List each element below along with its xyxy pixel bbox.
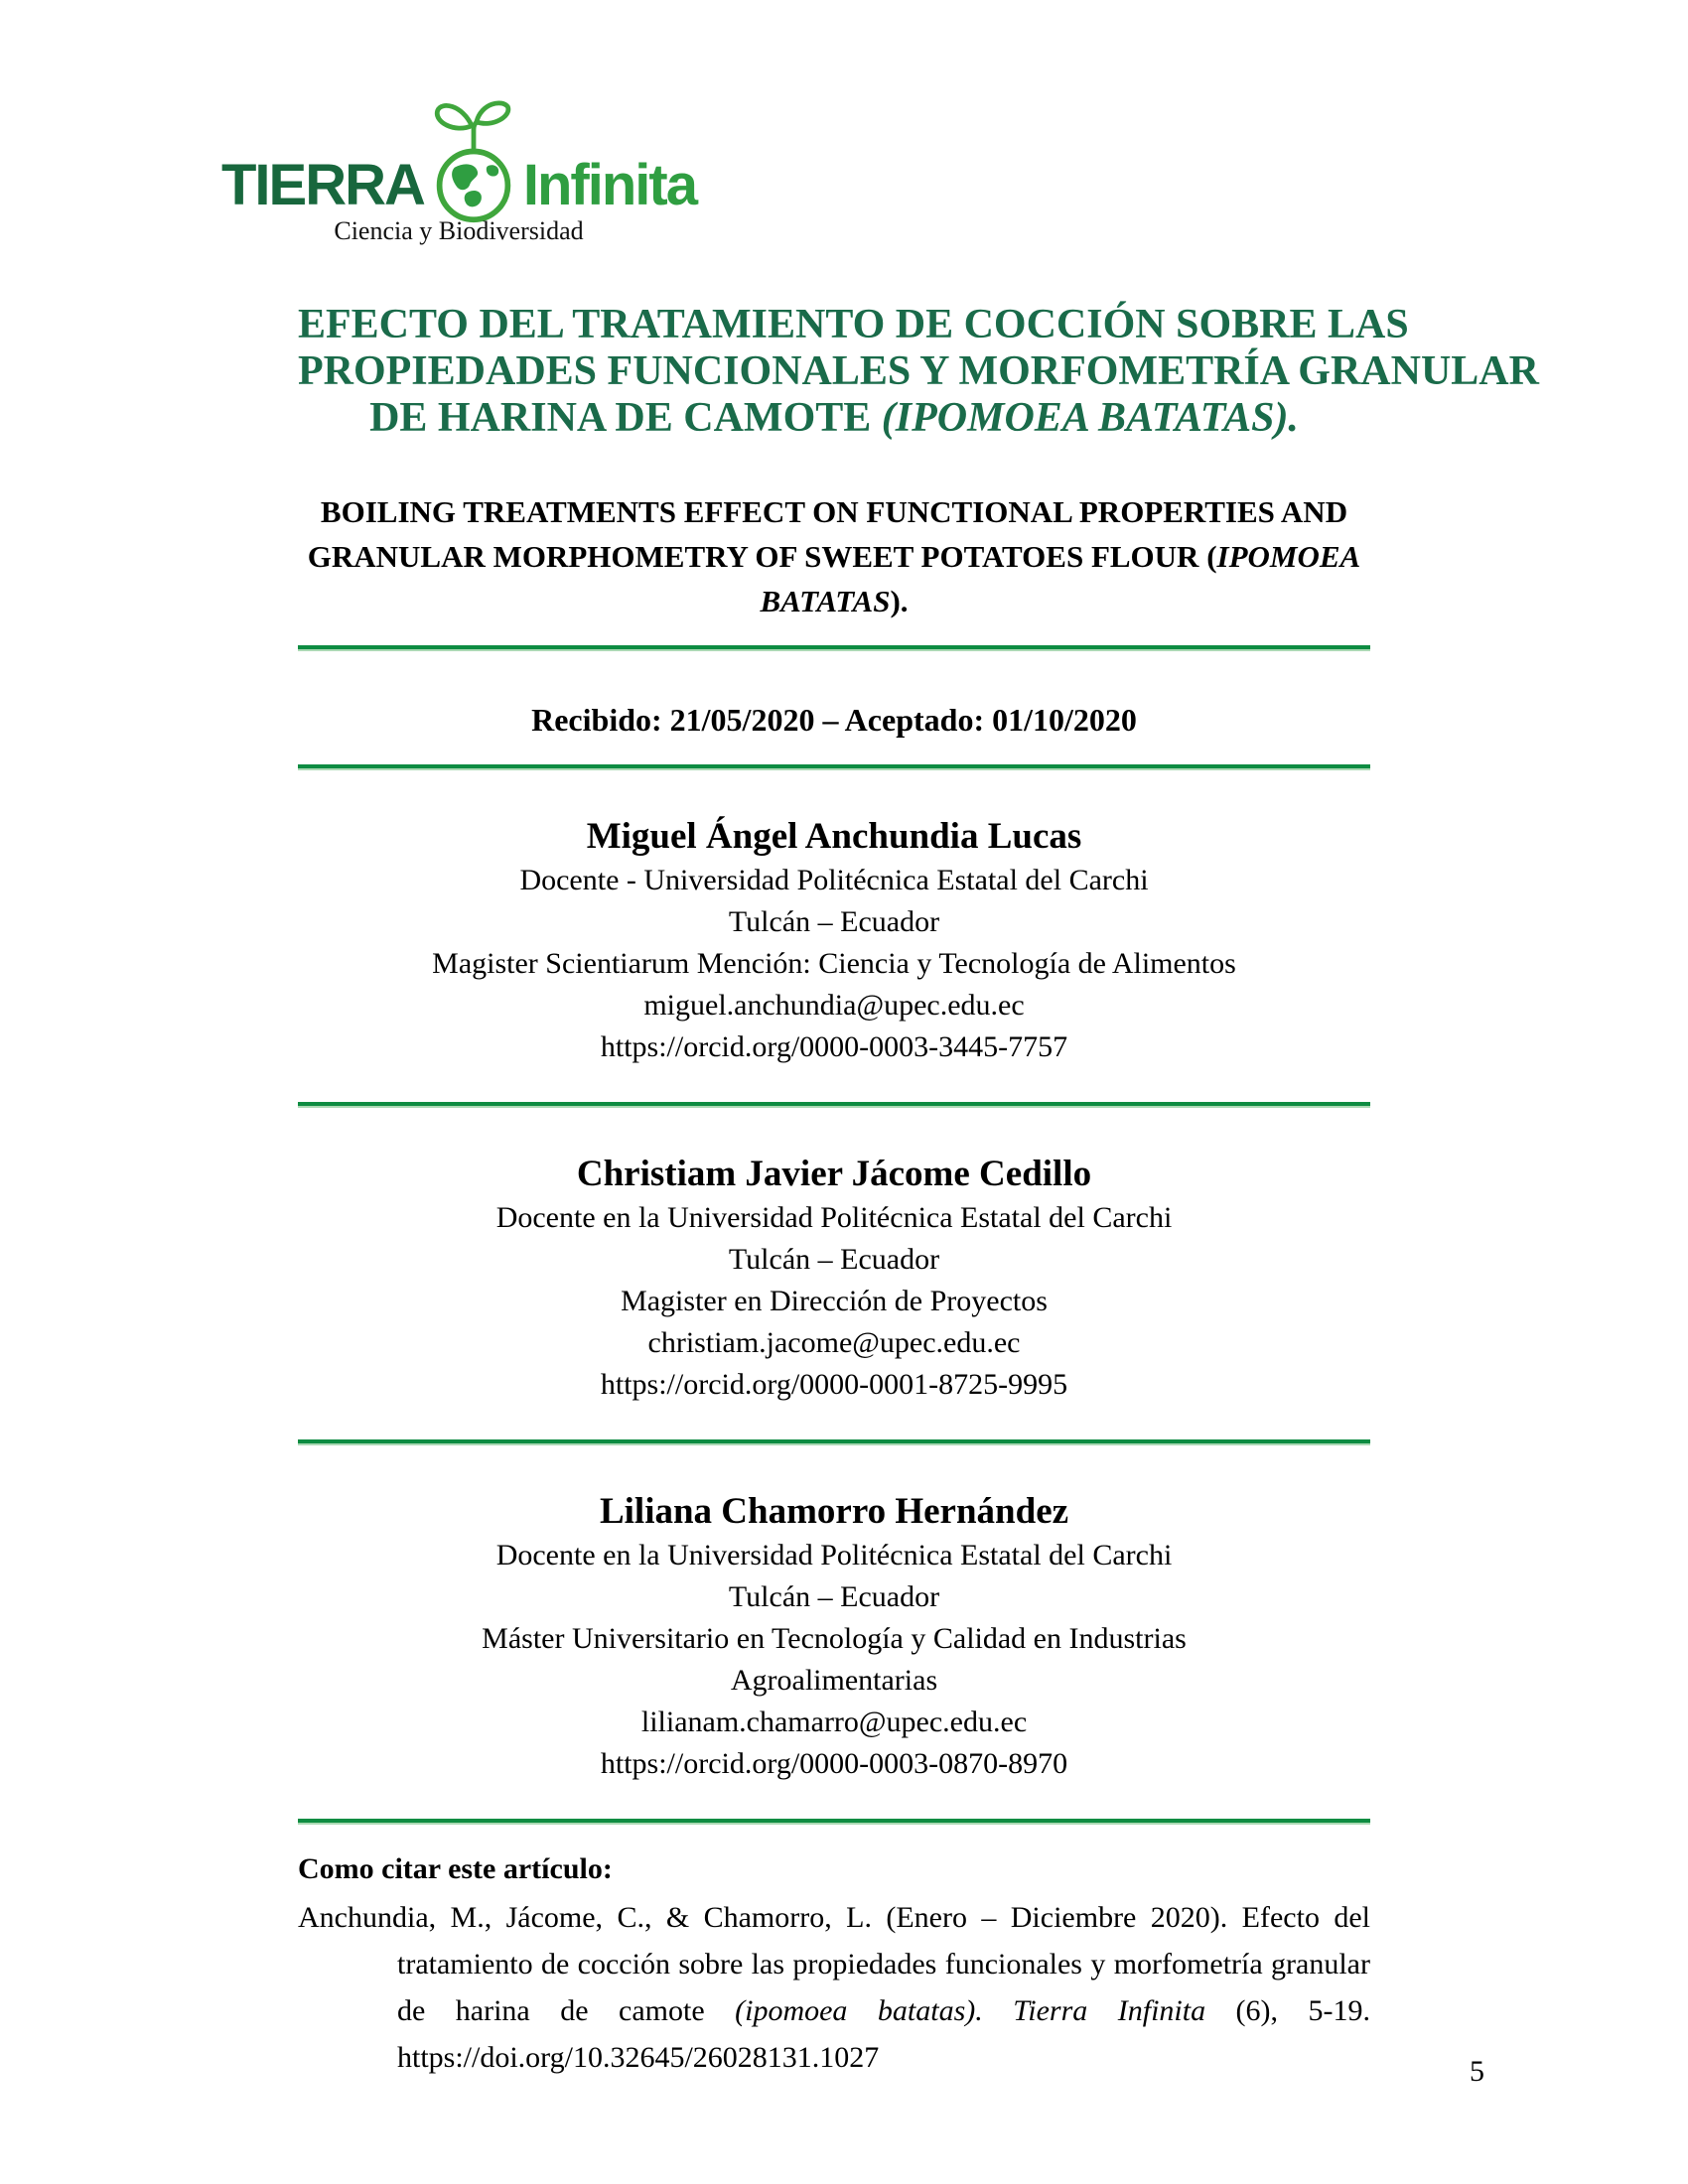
brand-name-infinita: Infinita xyxy=(522,153,696,217)
title-es-line2: PROPIEDADES FUNCIONALES Y MORFOMETRÍA GRANULAR xyxy=(298,348,1539,394)
title-en-line3-species: BATATAS xyxy=(760,584,891,618)
author-location: Tulcán – Ecuador xyxy=(728,905,940,938)
title-en-line2-species: IPOMOEA xyxy=(1216,539,1361,574)
citation-journal-name: Tierra Infinita xyxy=(1013,1994,1206,2027)
citation-heading: Como citar este artículo: xyxy=(298,1852,613,1885)
section-divider xyxy=(298,645,1370,651)
author-orcid-url: https://orcid.org/0000-0001-8725-9995 xyxy=(600,1368,1068,1401)
globe-sprout-icon xyxy=(426,97,521,224)
title-es-line3-species: (IPOMOEA BATATAS). xyxy=(881,395,1299,441)
article-front-matter xyxy=(298,302,1539,2081)
citation-text xyxy=(298,1894,1370,2081)
journal-tagline: Ciencia y Biodiversidad xyxy=(334,216,584,245)
title-es-line3-plain: DE HARINA DE CAMOTE xyxy=(369,395,882,441)
author-orcid-url: https://orcid.org/0000-0003-3445-7757 xyxy=(600,1030,1068,1063)
author-email: lilianam.chamarro@upec.edu.ec xyxy=(640,1706,1028,1738)
citation-section xyxy=(298,1846,1370,2081)
author-degree: Máster Universitario en Tecnología y Calidad en Industrias xyxy=(482,1622,1187,1655)
author-name: Christiam Javier Jácome Cedillo xyxy=(576,1154,1092,1194)
title-en-line2-plain: GRANULAR MORPHOMETRY OF SWEET POTATOES FLOUR ( xyxy=(307,539,1217,574)
title-en-line1: BOILING TREATMENTS EFFECT ON FUNCTIONAL PROPERTIES AND xyxy=(320,494,1348,529)
reception-dates: Recibido: 21/05/2020 – Aceptado: 01/10/2020 xyxy=(531,702,1137,738)
author-email: miguel.anchundia@upec.edu.ec xyxy=(643,989,1025,1022)
author-affiliation: Docente en la Universidad Politécnica Estatal del Carchi xyxy=(495,1201,1173,1234)
author-location: Tulcán – Ecuador xyxy=(728,1243,940,1276)
author-location: Tulcán – Ecuador xyxy=(728,1580,940,1613)
author-block-1 xyxy=(298,770,1370,1080)
author-degree-continued: Agroalimentarias xyxy=(730,1664,938,1697)
title-es-line1: EFECTO DEL TRATAMIENTO DE COCCIÓN SOBRE LAS xyxy=(298,302,1409,347)
author-orcid-url: https://orcid.org/0000-0003-0870-8970 xyxy=(600,1747,1068,1780)
citation-species: (ipomoea batatas). xyxy=(735,1994,983,2027)
title-en-line2 xyxy=(298,534,1370,579)
author-degree: Magister Scientiarum Mención: Ciencia y Tecnología de Alimentos xyxy=(432,947,1236,980)
page-number: 5 xyxy=(1470,2055,1484,2088)
journal-logo-row xyxy=(211,97,707,217)
author-affiliation: Docente - Universidad Politécnica Estatal del Carchi xyxy=(519,864,1149,896)
section-divider xyxy=(298,1819,1370,1825)
author-name: Liliana Chamorro Hernández xyxy=(599,1491,1069,1532)
citation-part xyxy=(983,1994,1013,2027)
author-email: christiam.jacome@upec.edu.ec xyxy=(647,1326,1021,1359)
author-block-2 xyxy=(298,1108,1370,1418)
journal-logo xyxy=(211,97,707,246)
title-en-line3 xyxy=(298,579,1370,623)
author-affiliation: Docente en la Universidad Politécnica Estatal del Carchi xyxy=(495,1539,1173,1571)
title-es-line3 xyxy=(298,395,1370,442)
citation-part: Anchundia, M., Jácome, C., & Chamorro, L. (Enero – Diciembre 2020). Efecto del tratamiento de cocción sobre las propiedades funcionales y morfometría granular de harina de camote xyxy=(298,1901,1370,2027)
brand-name-tierra: TIERRA xyxy=(221,153,424,217)
author-degree: Magister en Dirección de Proyectos xyxy=(621,1285,1048,1317)
author-name: Miguel Ángel Anchundia Lucas xyxy=(586,816,1082,857)
citation-doi-url: (6), 5-19. https://doi.org/10.32645/26028131.1027 xyxy=(397,1994,1371,2074)
title-en-line3-plain: ). xyxy=(890,584,909,618)
article-title-english xyxy=(298,489,1370,623)
author-block-3 xyxy=(298,1445,1370,1797)
article-title-spanish xyxy=(298,302,1539,442)
